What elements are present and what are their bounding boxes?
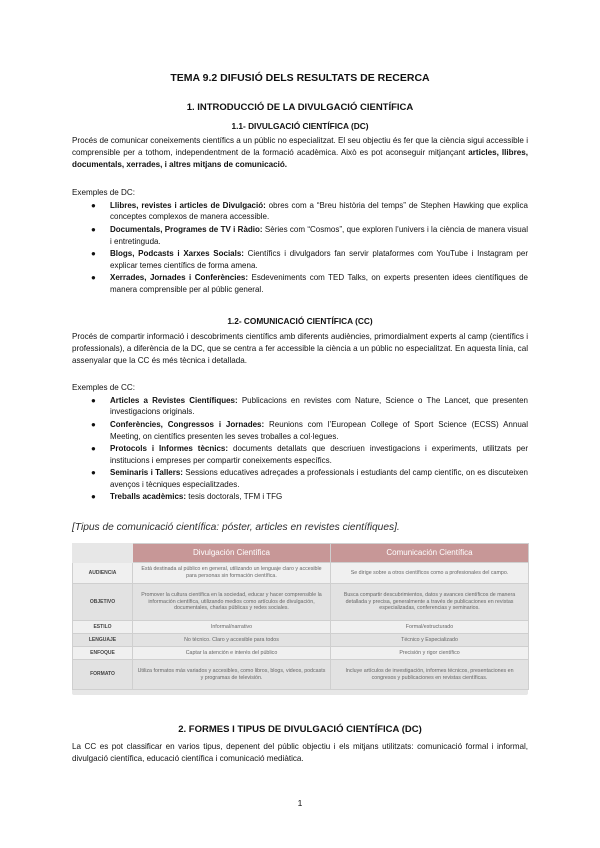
list-item-text: tesis doctorals, TFM i TFG bbox=[186, 492, 283, 502]
list-item-bold: Seminaris i Tallers: bbox=[110, 468, 183, 478]
list-item: ● Conferències, Congressos i Jornades: Reunions com l’European College of Sport Science (ECSS) Annual Meeting, on científics presenten les seves troballes a col·legues. bbox=[91, 420, 528, 441]
list-item-text: Reunions com l’European College of Sport Science (ECSS) Annual Meeting, on científics presenten les seves troballes a col·legues. bbox=[110, 420, 528, 441]
table-row bbox=[73, 647, 529, 660]
dc-definition-paragraph bbox=[72, 135, 528, 172]
section1-1-heading: 1.1- DIVULGACIÓ CIENTÍFICA (DC) bbox=[231, 121, 369, 131]
list-item: ● Documentals, Programes de TV i Ràdio: Sèries com “Cosmos”, que exploren l’univers i la ciència de manera visual i entretinguda. bbox=[91, 225, 528, 246]
list-item-bold: Documentals, Programes de TV i Ràdio: bbox=[110, 225, 263, 235]
list-item-text: Sèries com “Cosmos”, que exploren l’univers i la ciència de manera visual i entretinguda. bbox=[110, 225, 528, 246]
row-header: ESTILO bbox=[73, 621, 133, 634]
row-header: ENFOQUE bbox=[73, 647, 133, 660]
dc-definition-bold: articles, llibres, documentals, xerrades, i altres mitjans de comunicació. bbox=[72, 148, 529, 170]
list-item: ● Xerrades, Jornades i Conferències: Esdeveniments com TED Talks, on experts presenten idees científiques de manera comprensible per al públic general. bbox=[91, 273, 528, 294]
list-item: ● Protocols i Informes tècnics: documents detallats que descriuen investigacions i experiments, utilitzats per institucions i empreses per compartir coneixements específics. bbox=[91, 444, 528, 465]
table-cell: Técnico y Especializado bbox=[331, 634, 529, 647]
section1-2-heading: 1.2- COMUNICACIÓ CIENTÍFICA (CC) bbox=[227, 316, 373, 326]
row-header: OBJETIVO bbox=[73, 584, 133, 621]
table-cell: Está destinada al público en general, utilizando un lenguaje claro y accesible para personas sin formación científica. bbox=[133, 563, 331, 584]
section2-heading: 2. FORMES I TIPUS DE DIVULGACIÓ CIENTÍFICA (DC) bbox=[178, 724, 422, 735]
table-row bbox=[73, 621, 529, 634]
list-item-text: Sessions educatives adreçades a professionals i estudiants del camp científic, on es discuteixen avenços i tècniques especialitzades. bbox=[110, 468, 529, 489]
table-cell: Promover la cultura científica en la sociedad, educar y hacer comprensible la información científica, utilizando medios como artículos de divulgación, documentales, charlas públicas y redes sociales. bbox=[133, 584, 331, 621]
comparison-table bbox=[72, 543, 529, 690]
table-cell: Precisión y rigor científico bbox=[331, 647, 529, 660]
table-cell: No técnico. Claro y accesible para todos bbox=[133, 634, 331, 647]
list-item: ● Articles a Revistes Científiques: Publicacions en revistes com Nature, Science o The Lancet, que presenten investigacions originals. bbox=[91, 396, 528, 417]
list-item: ● Blogs, Podcasts i Xarxes Socials: Científics i divulgadors fan servir plataformes com YouTube i Instagram per explicar temes científics de forma amena. bbox=[91, 249, 528, 270]
list-item-bold: Blogs, Podcasts i Xarxes Socials: bbox=[110, 249, 244, 259]
list-item-bold: Xerrades, Jornades i Conferències: bbox=[110, 273, 249, 283]
list-item-text: Esdeveniments com TED Talks, on experts presenten idees científiques de manera comprensible per al públic general. bbox=[110, 273, 528, 294]
row-header: LENGUAJE bbox=[73, 634, 133, 647]
table-cell: Se dirige sobre a otros científicos como a profesionales del campo. bbox=[331, 563, 529, 584]
list-item-bold: Articles a Revistes Científiques: bbox=[110, 396, 238, 405]
cc-examples-label: Exemples de CC: bbox=[72, 383, 135, 392]
list-item-text: documents detallats que descriuen investigacions i experiments, utilitzats per institucions i empreses per compartir coneixements específics. bbox=[110, 444, 528, 465]
dc-examples-label: Exemples de DC: bbox=[72, 188, 135, 197]
row-header: AUDIENCIA bbox=[73, 563, 133, 584]
table-cell: Incluye artículos de investigación, informes técnicos, presentaciones en congresos y publicaciones en revistas científicas. bbox=[331, 660, 529, 690]
page-number: 1 bbox=[297, 798, 303, 808]
dc-examples-list bbox=[72, 200, 528, 296]
list-item-text: obres com a “Breu història del temps” de Stephen Hawking que explica conceptes complexos de manera accessible. bbox=[110, 201, 528, 222]
cc-examples-list bbox=[72, 395, 528, 504]
table-corner bbox=[73, 544, 133, 563]
column-header-dc: Divulgación Científica bbox=[133, 544, 331, 563]
table-cell: Formal/estructurado bbox=[331, 621, 529, 634]
dc-definition-text: Procés de comunicar coneixements científics a un públic no especialitzat. El seu objectiu és fer que la ciència sigui accessible i comprensible per a tothom, independentment de la formació acadèmica. Això es pot aconseguir mitjançant bbox=[72, 136, 528, 158]
table-row bbox=[73, 563, 529, 584]
list-item: ● Seminaris i Tallers: Sessions educatives adreçades a professionals i estudiants del camp científic, on es discuteixen avenços i tècniques especialitzades. bbox=[91, 468, 529, 489]
row-header: FORMATO bbox=[73, 660, 133, 690]
list-item: ● Treballs acadèmics: tesis doctorals, TFM i TFG bbox=[91, 492, 283, 502]
section2-paragraph: La CC es pot classificar en varios tipus, depenent del públic objectiu i els mitjans utilitzats: comunicació formal i informal, divulgació científica, educació científica i comunicació mediàtica. bbox=[72, 742, 528, 764]
list-item: ● Llibres, revistes i articles de Divulgació: obres com a “Breu història del temps” de Stephen Hawking que explica conceptes complexos de manera accessible. bbox=[91, 201, 528, 222]
list-item-text: Publicacions en revistes com Nature, Science o The Lancet, que presenten investigacions originals. bbox=[110, 396, 528, 417]
table-cell: Busca compartir descubrimientos, datos y avances científicos de manera detallada y precisa, generalmente a través de publicaciones en revistas especializadas, conferencias y seminarios. bbox=[331, 584, 529, 621]
table-cell: Informal/narrativo bbox=[133, 621, 331, 634]
figure-caption: [Tipus de comunicació científica: póster, articles en revistes científiques]. bbox=[72, 522, 400, 533]
list-item-text: Científics i divulgadors fan servir plataformes com YouTube i Instagram per explicar temes científics de forma amena. bbox=[110, 249, 528, 270]
section1-heading: 1. INTRODUCCIÓ DE LA DIVULGACIÓ CIENTÍFICA bbox=[186, 102, 414, 113]
list-item-bold: Protocols i Informes tècnics: bbox=[110, 444, 229, 454]
table-row bbox=[73, 660, 529, 690]
document-title: TEMA 9.2 DIFUSIÓ DELS RESULTATS DE RECERCA bbox=[170, 72, 430, 84]
table-cell: Captar la atención e interés del público bbox=[133, 647, 331, 660]
table-row bbox=[73, 584, 529, 621]
comparison-table-figure bbox=[72, 543, 528, 695]
list-item-bold: Llibres, revistes i articles de Divulgació: bbox=[110, 201, 266, 210]
list-item-bold: Treballs acadèmics: bbox=[110, 492, 187, 502]
table-row bbox=[73, 634, 529, 647]
column-header-cc: Comunicación Científica bbox=[331, 544, 529, 563]
list-item-bold: Conferències, Congressos i Jornades: bbox=[110, 420, 265, 430]
cc-definition-paragraph: Procés de compartir informació i descobriments científics amb diferents audiències, primordialment experts al camp (científics i professionals), a diferència de la DC, que se centra a fer accessible la ciència a un públic no especialitzat. En aquesta línia, cal assenyalar que la CC és més tècnica i detallada. bbox=[72, 332, 528, 366]
table-cell: Utiliza formatos más variados y accesibles, como libros, blogs, videos, podcasts y programas de televisión. bbox=[133, 660, 331, 690]
